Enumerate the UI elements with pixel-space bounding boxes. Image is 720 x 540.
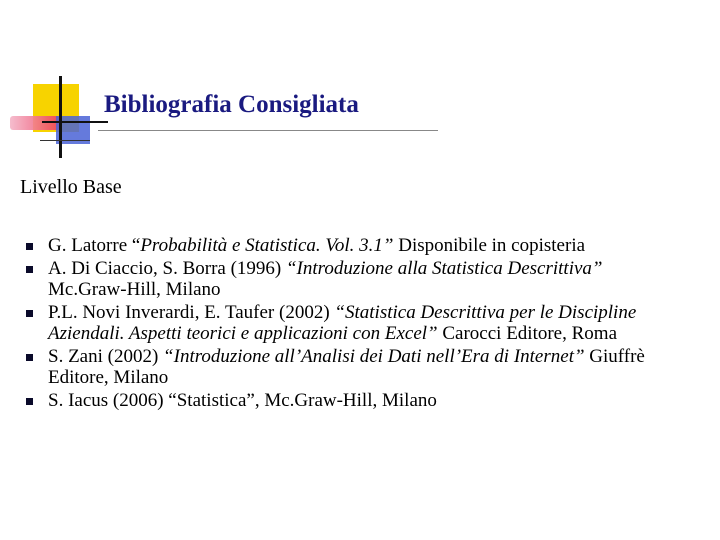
reference-publisher: Carocci Editore, Roma — [437, 323, 617, 344]
reference-list — [24, 235, 684, 413]
level-heading: Livello Base — [20, 176, 122, 198]
reference-text: P.L. Novi Inverardi, E. Taufer (2002) — [48, 302, 335, 323]
decorative-logo — [0, 0, 110, 170]
title-divider — [98, 130, 438, 131]
reference-title: “Statistica Descrittiva per le Discipline Aziendali. Aspetti teorici e applicazioni con Excel” — [48, 302, 637, 344]
reference-text: A. Di Ciaccio, S. Borra (1996) — [48, 258, 286, 279]
square-bullet-icon — [26, 354, 33, 361]
square-bullet-icon — [26, 243, 33, 250]
list-item — [24, 346, 684, 388]
slide-title: Bibliografia Consigliata — [104, 91, 359, 118]
list-item — [24, 235, 684, 256]
reference-text: G. Latorre “ — [48, 235, 141, 256]
reference-title: Probabilità e Statistica. Vol. 3.1” — [140, 235, 394, 256]
square-bullet-icon — [26, 398, 33, 405]
reference-text: S. Zani (2002) — [48, 346, 164, 367]
horizontal-line-shape — [42, 121, 108, 123]
reference-publisher: Disponibile in copisteria — [393, 235, 586, 256]
reference-text: S. Iacus (2006) “Statistica”, Mc.Graw-Hill, Milano — [48, 390, 437, 411]
reference-title: “Introduzione all’Analisi dei Dati nell’Era di Internet” — [163, 346, 585, 367]
list-item — [24, 302, 684, 344]
reference-publisher: Giuffrè Editore, Milano — [48, 346, 645, 388]
reference-title: “Introduzione alla Statistica Descrittiva” — [285, 258, 603, 279]
red-bar-shape — [10, 116, 60, 130]
horizontal-line-shape — [40, 140, 90, 141]
square-bullet-icon — [26, 266, 33, 273]
list-item — [24, 258, 684, 300]
list-item — [24, 390, 684, 411]
vertical-line-shape — [59, 76, 62, 158]
square-bullet-icon — [26, 310, 33, 317]
reference-publisher: Mc.Graw-Hill, Milano — [48, 279, 221, 300]
